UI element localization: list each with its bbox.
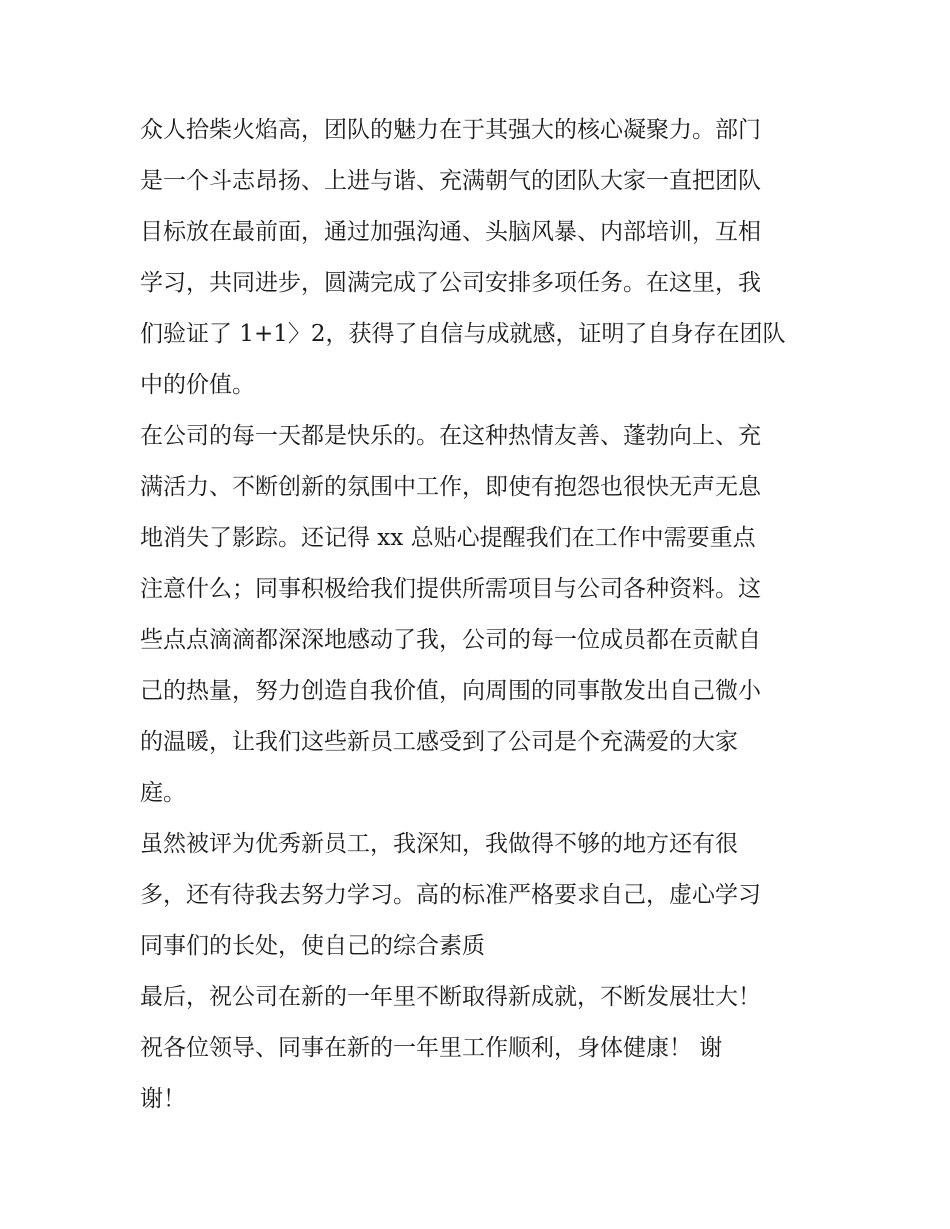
text-line: 注意什么；同事积极给我们提供所需项目与公司各种资料。这 <box>140 576 761 602</box>
text-line: 虽然被评为优秀新员工，我深知，我做得不够的地方还有很 <box>140 831 738 857</box>
text-line: 些点点滴滴都深深地感动了我，公司的每一位成员都在贡献自 <box>140 627 761 653</box>
text-line: 地消失了影踪。还记得 xx 总贴心提醒我们在工作中需要重点 <box>140 525 756 551</box>
text-line: 目标放在最前面，通过加强沟通、头脑风暴、内部培训，互相 <box>140 219 761 245</box>
text-line: 在公司的每一天都是快乐的。在这种热情友善、蓬勃向上、充 <box>140 423 761 449</box>
text-line: 是一个斗志昂扬、上进与谐、充满朝气的团队大家一直把团队 <box>140 168 761 194</box>
document-body <box>140 105 820 1125</box>
paragraph-4 <box>140 972 820 1125</box>
text-line: 祝各位领导、同事在新的一年里工作顺利，身体健康！ 谢 <box>140 1035 723 1061</box>
paragraph-3 <box>140 819 820 972</box>
paragraph-2 <box>140 411 820 819</box>
text-line: 学习，共同进步，圆满完成了公司安排多项任务。在这里，我 <box>140 270 761 296</box>
text-line: 庭。 <box>140 780 186 806</box>
text-line: 多，还有待我去努力学习。高的标准严格要求自己，虚心学习 <box>140 882 761 908</box>
text-line: 谢！ <box>140 1086 186 1112</box>
text-line: 众人拾柴火焰高，团队的魅力在于其强大的核心凝聚力。部门 <box>140 117 761 143</box>
text-line: 同事们的长处，使自己的综合素质 <box>140 933 485 959</box>
text-line: 最后，祝公司在新的一年里不断取得新成就，不断发展壮大！ <box>140 984 761 1010</box>
text-line: 的温暖，让我们这些新员工感受到了公司是个充满爱的大家 <box>140 729 738 755</box>
text-line: 满活力、不断创新的氛围中工作，即使有抱怨也很快无声无息 <box>140 474 761 500</box>
text-line: 中的价值。 <box>140 372 255 398</box>
text-line: 己的热量，努力创造自我价值，向周围的同事散发出自己微小 <box>140 678 761 704</box>
paragraph-1 <box>140 105 820 411</box>
text-line: 们验证了 1+1〉2，获得了自信与成就感，证明了自身存在团队 <box>140 321 786 347</box>
